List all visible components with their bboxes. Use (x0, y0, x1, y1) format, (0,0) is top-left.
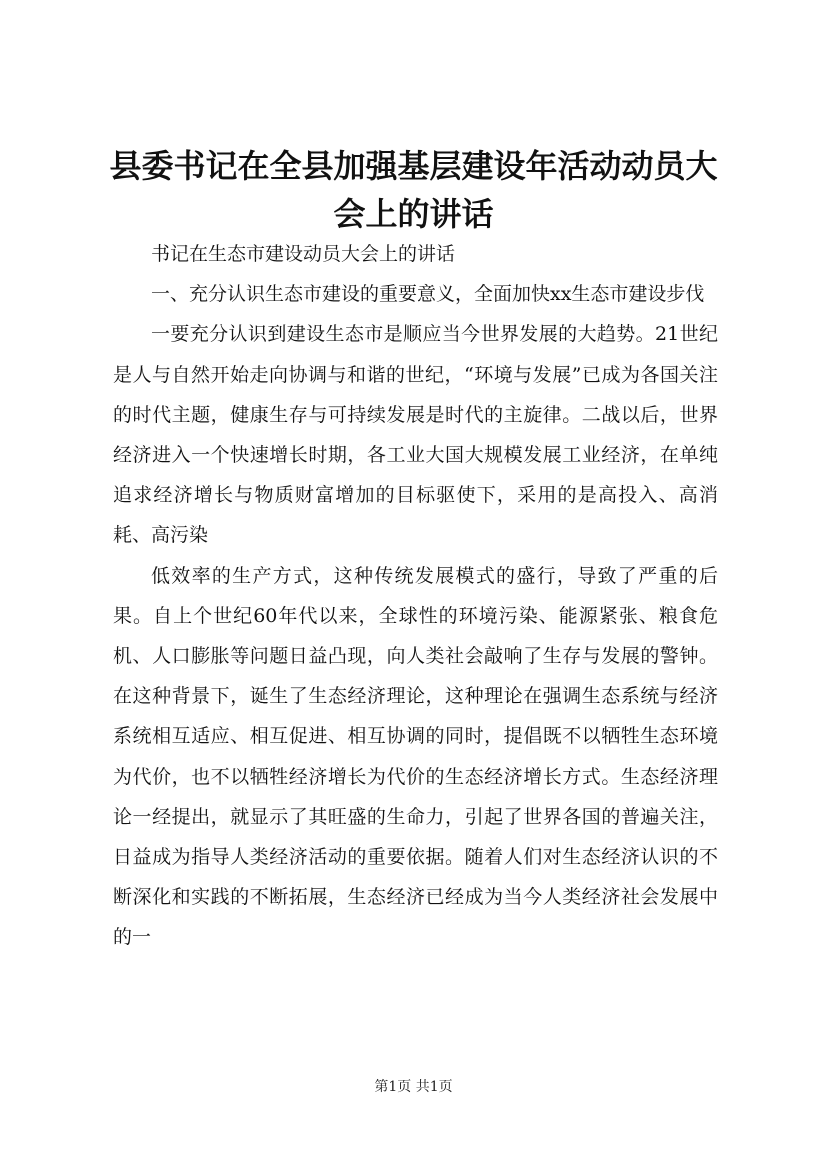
page-footer: 第1页 共1页 (374, 1079, 453, 1095)
document-title: 县委书记在全县加强基层建设年活动动员大会上的讲话 (109, 147, 718, 233)
paragraph-body-1: 一要充分认识到建设生态市是顺应当今世界发展的大趋势。21世纪是人与自然开始走向协调与和谐的世纪，“环境与发展”已成为各国关注的时代主题，健康生存与可持续发展是时代的主旋律。二战以后，世界经济进入一个快速增长时期，各工业大国大规模发展工业经济，在单纯追求经济增长与物质财富增加的目标驱使下，采用的是高投入、高消耗、高污染 (113, 323, 718, 547)
paragraph-section-heading: 一、充分认识生态市建设的重要意义，全面加快xx生态市建设步伐 (151, 283, 705, 306)
paragraph-body-2: 低效率的生产方式，这种传统发展模式的盛行，导致了严重的后果。自上个世纪60年代以来，全球性的环境污染、能源紧张、粮食危机、人口膨胀等问题日益凸现，向人类社会敲响了生存与发展的警钟。在这种背景下，诞生了生态经济理论，这种理论在强调生态系统与经济系统相互适应、相互促进、相互协调的同时，提倡既不以牺牲生态环境为代价，也不以牺牲经济增长为代价的生态经济增长方式。生态经济理论一经提出，就显示了其旺盛的生命力，引起了世界各国的普遍关注，日益成为指导人类经济活动的重要依据。随着人们对生态经济认识的不断深化和实践的不断拓展，生态经济已经成为当今人类经济社会发展中的一 (113, 564, 718, 949)
paragraph-subtitle: 书记在生态市建设动员大会上的讲话 (151, 243, 456, 265)
document-body (113, 234, 718, 958)
